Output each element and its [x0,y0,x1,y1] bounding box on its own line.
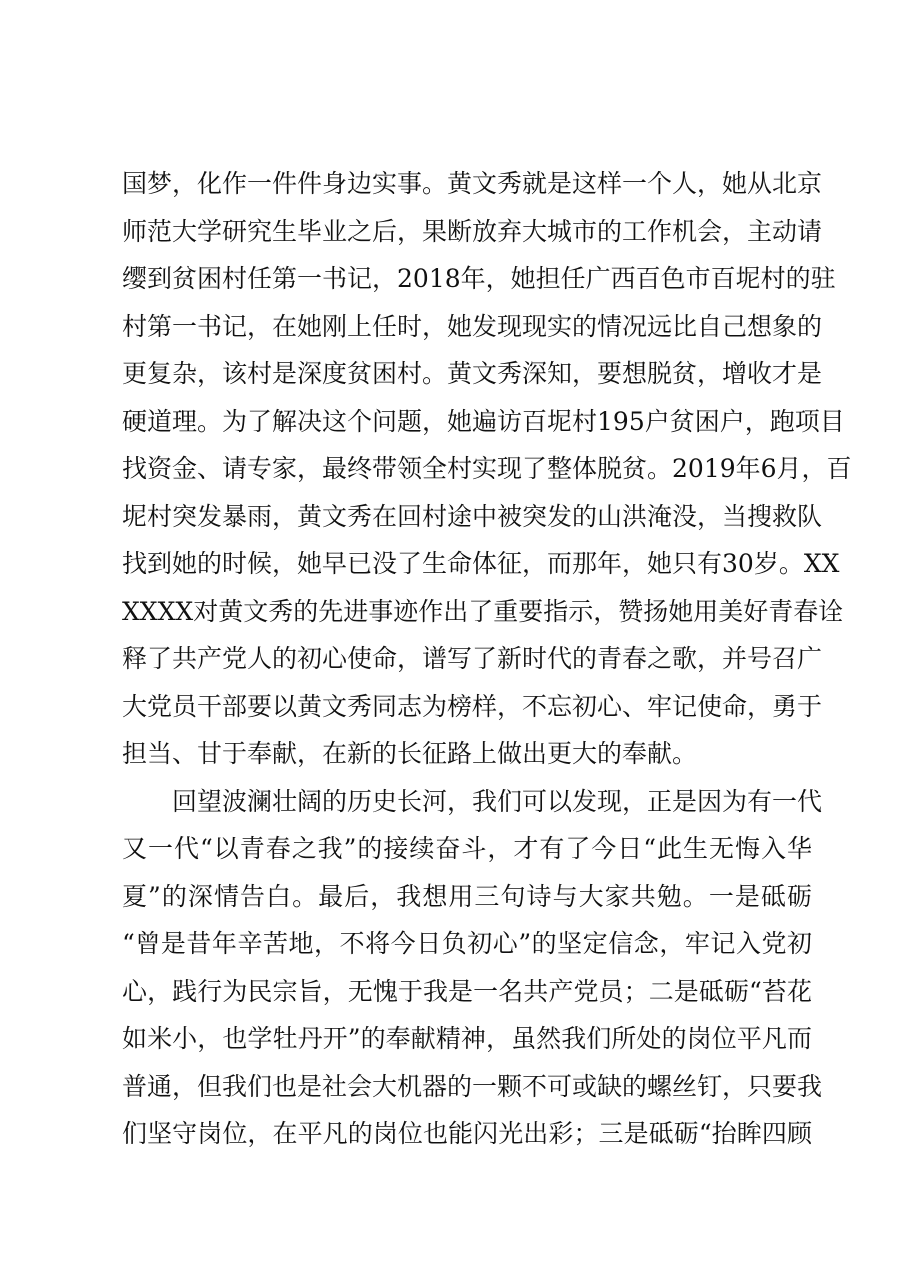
text-line: 硬道理。为了解决这个问题，她遍访百坭村195户贫困户，跑项目 [122,406,845,436]
text-line: 缨到贫困村任第一书记，2018年，她担任广西百色市百坭村的驻 [122,264,836,293]
text-line: 心，践行为民宗旨，无愧于我是一名共产党员；二是砥砺“苔花 [122,976,812,1006]
text-line: 释了共产党人的初心使命，谱写了新时代的青春之歌，并号召广 [122,644,823,673]
document-body [122,160,852,1158]
paragraph-2 [122,778,823,1158]
text-line: “曾是昔年辛苦地，不将今日负初心”的坚定信念，牢记入党初 [122,929,812,958]
text-line: 回望波澜壮阔的历史长河，我们可以发现，正是因为有一代 [172,786,823,816]
text-line: 又一代“以青春之我”的接续奋斗，才有了今日“此生无悔入华 [122,834,812,863]
paragraph-1 [122,160,852,778]
text-line: 如米小，也学牡丹开”的奉献精神，虽然我们所处的岗位平凡而 [122,1024,812,1053]
text-line: 国梦，化作一件件身边实事。黄文秀就是这样一个人，她从北京 [122,169,823,198]
text-line: 找资金、请专家，最终带领全村实现了整体脱贫。2019年6月，百 [122,454,852,483]
text-line: 大党员干部要以黄文秀同志为榜样，不忘初心、牢记使命，勇于 [122,691,823,721]
text-line: 担当、甘于奉献，在新的长征路上做出更大的奉献。 [122,739,698,768]
text-line: 更复杂，该村是深度贫困村。黄文秀深知，要想脱贫，增收才是 [122,359,823,388]
text-line: 村第一书记，在她刚上任时，她发现现实的情况远比自己想象的 [122,311,823,341]
text-line: 夏”的深情告白。最后，我想用三句诗与大家共勉。一是砥砺 [122,881,812,911]
text-line: 普通，但我们也是社会大机器的一颗不可或缺的螺丝钉，只要我 [122,1071,823,1101]
text-line: 坭村突发暴雨，黄文秀在回村途中被突发的山洪淹没，当搜救队 [122,501,823,531]
text-line: 师范大学研究生毕业之后，果断放弃大城市的工作机会，主动请 [122,216,823,246]
text-line: 们坚守岗位，在平凡的岗位也能闪光出彩；三是砥砺“抬眸四顾 [122,1119,812,1148]
text-line: 找到她的时候，她早已没了生命体征，而那年，她只有30岁。XX [122,549,840,578]
text-line: XXXX对黄文秀的先进事迹作出了重要指示，赞扬她用美好青春诠 [122,596,844,626]
